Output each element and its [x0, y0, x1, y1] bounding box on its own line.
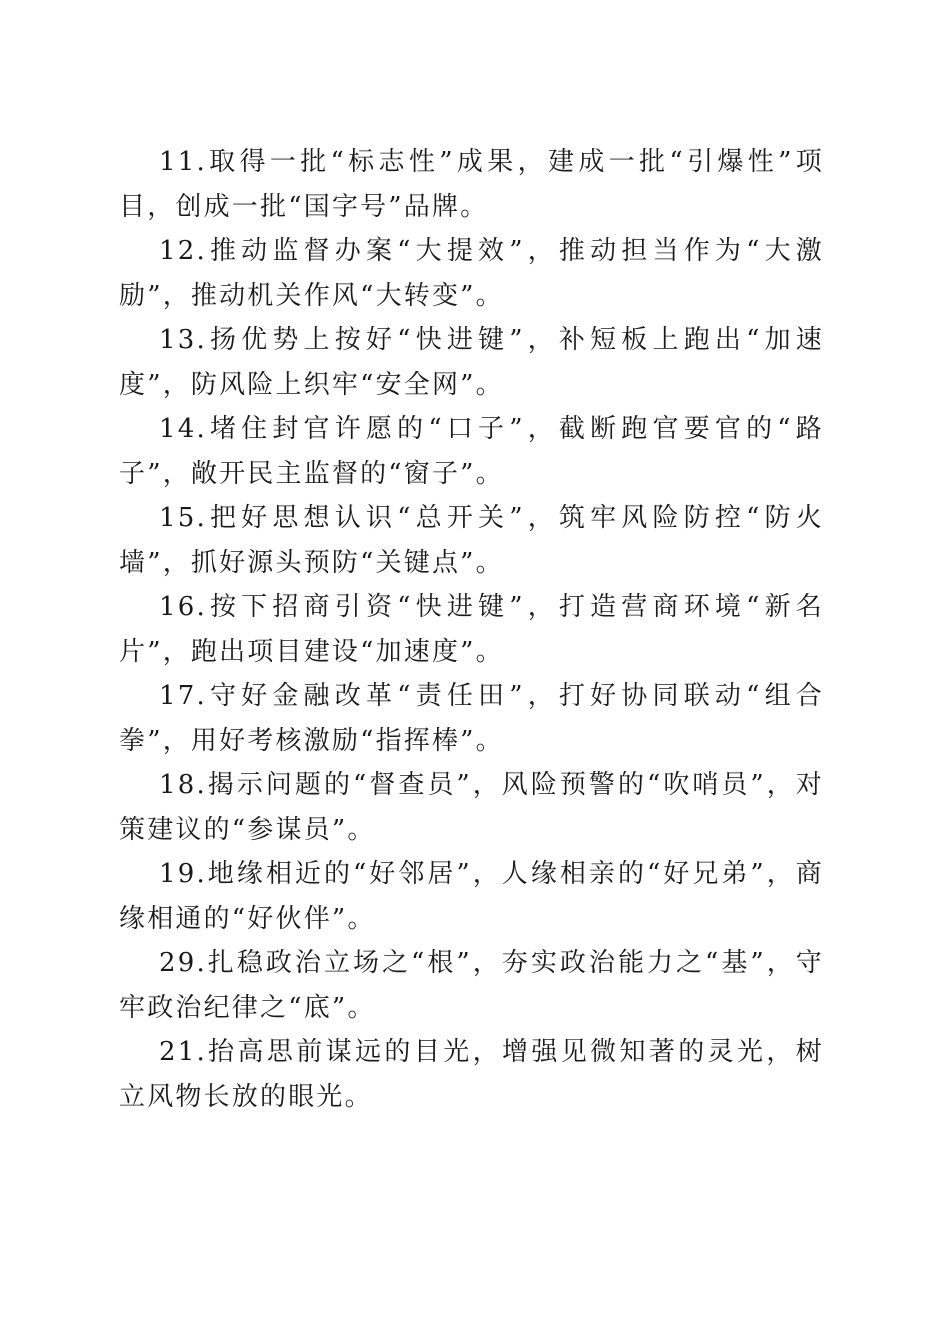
paragraph-15: 15.把好思想认识“总开关”，筑牢风险防控“防火墙”，抓好源头预防“关键点”。 — [119, 503, 824, 578]
paragraph-13: 13.扬优势上按好“快进键”，补短板上跑出“加速度”，防风险上织牢“安全网”。 — [119, 325, 824, 400]
paragraph-12: 12.推动监督办案“大提效”，推动担当作为“大激励”，推动机关作风“大转变”。 — [119, 236, 824, 311]
paragraph-18: 18.揭示问题的“督查员”，风险预警的“吹哨员”，对策建议的“参谋员”。 — [119, 770, 824, 845]
paragraph-21: 21.抬高思前谋远的目光，增强见微知著的灵光，树立风物长放的眼光。 — [119, 1037, 824, 1112]
paragraph-29: 29.扎稳政治立场之“根”，夯实政治能力之“基”，守牢政治纪律之“底”。 — [119, 948, 824, 1023]
paragraph-19: 19.地缘相近的“好邻居”，人缘相亲的“好兄弟”，商缘相通的“好伙伴”。 — [119, 859, 824, 934]
paragraph-16: 16.按下招商引资“快进键”，打造营商环境“新名片”，跑出项目建设“加速度”。 — [119, 592, 824, 667]
document-body — [119, 140, 824, 1119]
paragraph-17: 17.守好金融改革“责任田”，打好协同联动“组合拳”，用好考核激励“指挥棒”。 — [119, 681, 824, 756]
paragraph-14: 14.堵住封官许愿的“口子”，截断跑官要官的“路子”，敞开民主监督的“窗子”。 — [119, 414, 824, 489]
paragraph-11: 11.取得一批“标志性”成果，建成一批“引爆性”项目，创成一批“国字号”品牌。 — [119, 147, 824, 222]
